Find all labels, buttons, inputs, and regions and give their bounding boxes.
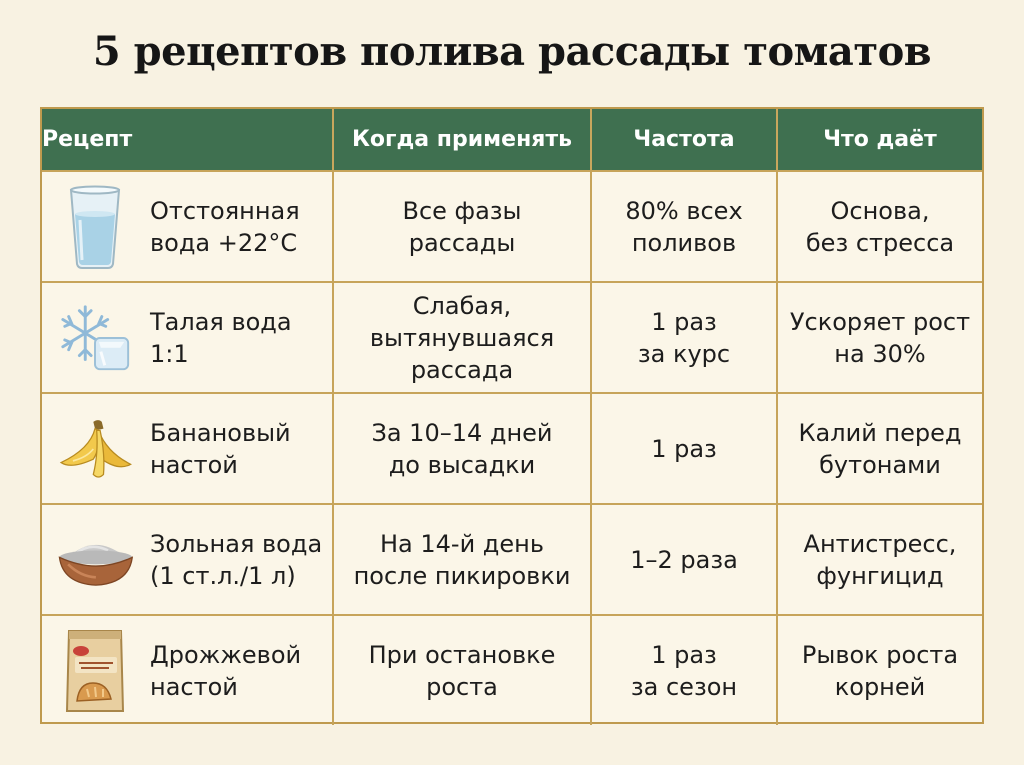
table-row <box>42 281 982 392</box>
effect-cell: Основа, без стресса <box>805 196 955 257</box>
when-cell: Все фазы рассады <box>334 172 592 281</box>
frequency-cell: 1 раз за курс <box>592 283 778 392</box>
table-header <box>42 109 982 170</box>
yeast-packet-icon <box>56 626 134 716</box>
page-title: 5 рецептов полива рассады томатов <box>92 28 932 75</box>
recipe-name: Отстоянная вода +22°C <box>150 196 300 257</box>
frequency-cell: 1 раз за сезон <box>592 616 778 725</box>
recipes-table <box>40 107 984 724</box>
ash-bowl-icon <box>56 515 134 605</box>
recipe-name: Дрожжевой настой <box>150 640 302 701</box>
water-glass-icon <box>56 182 134 272</box>
recipe-cell <box>42 283 334 392</box>
header-when: Когда применять <box>334 109 592 170</box>
table-row <box>42 503 982 614</box>
when-cell: При остановке роста <box>334 616 592 725</box>
table-row <box>42 170 982 281</box>
effect-cell: Калий перед бутонами <box>798 418 962 479</box>
recipe-name: Банановый настой <box>150 418 291 479</box>
frequency-cell: 1–2 раза <box>592 505 778 614</box>
recipe-cell <box>42 616 334 725</box>
effect-cell: Рывок роста корней <box>801 640 959 701</box>
when-cell: На 14-й день после пикировки <box>334 505 592 614</box>
recipe-name: Зольная вода (1 ст.л./1 л) <box>150 529 323 590</box>
effect-cell: Ускоряет рост на 30% <box>789 307 971 368</box>
frequency-cell: 80% всех поливов <box>592 172 778 281</box>
when-cell: За 10–14 дней до высадки <box>334 394 592 503</box>
effect-cell: Антистресс, фунгицид <box>803 529 957 590</box>
when-cell: Слабая, вытянувшаяся рассада <box>334 283 592 392</box>
recipe-cell <box>42 172 334 281</box>
table-row <box>42 614 982 725</box>
banana-peel-icon <box>56 404 134 494</box>
snowflake-ice-icon <box>56 293 134 383</box>
header-recipe: Рецепт <box>42 109 334 170</box>
header-effect: Что даёт <box>823 127 937 152</box>
recipe-cell <box>42 505 334 614</box>
table-row <box>42 392 982 503</box>
header-frequency: Частота <box>592 109 778 170</box>
recipe-cell <box>42 394 334 503</box>
recipe-name: Талая вода 1:1 <box>150 307 292 368</box>
frequency-cell: 1 раз <box>592 394 778 503</box>
